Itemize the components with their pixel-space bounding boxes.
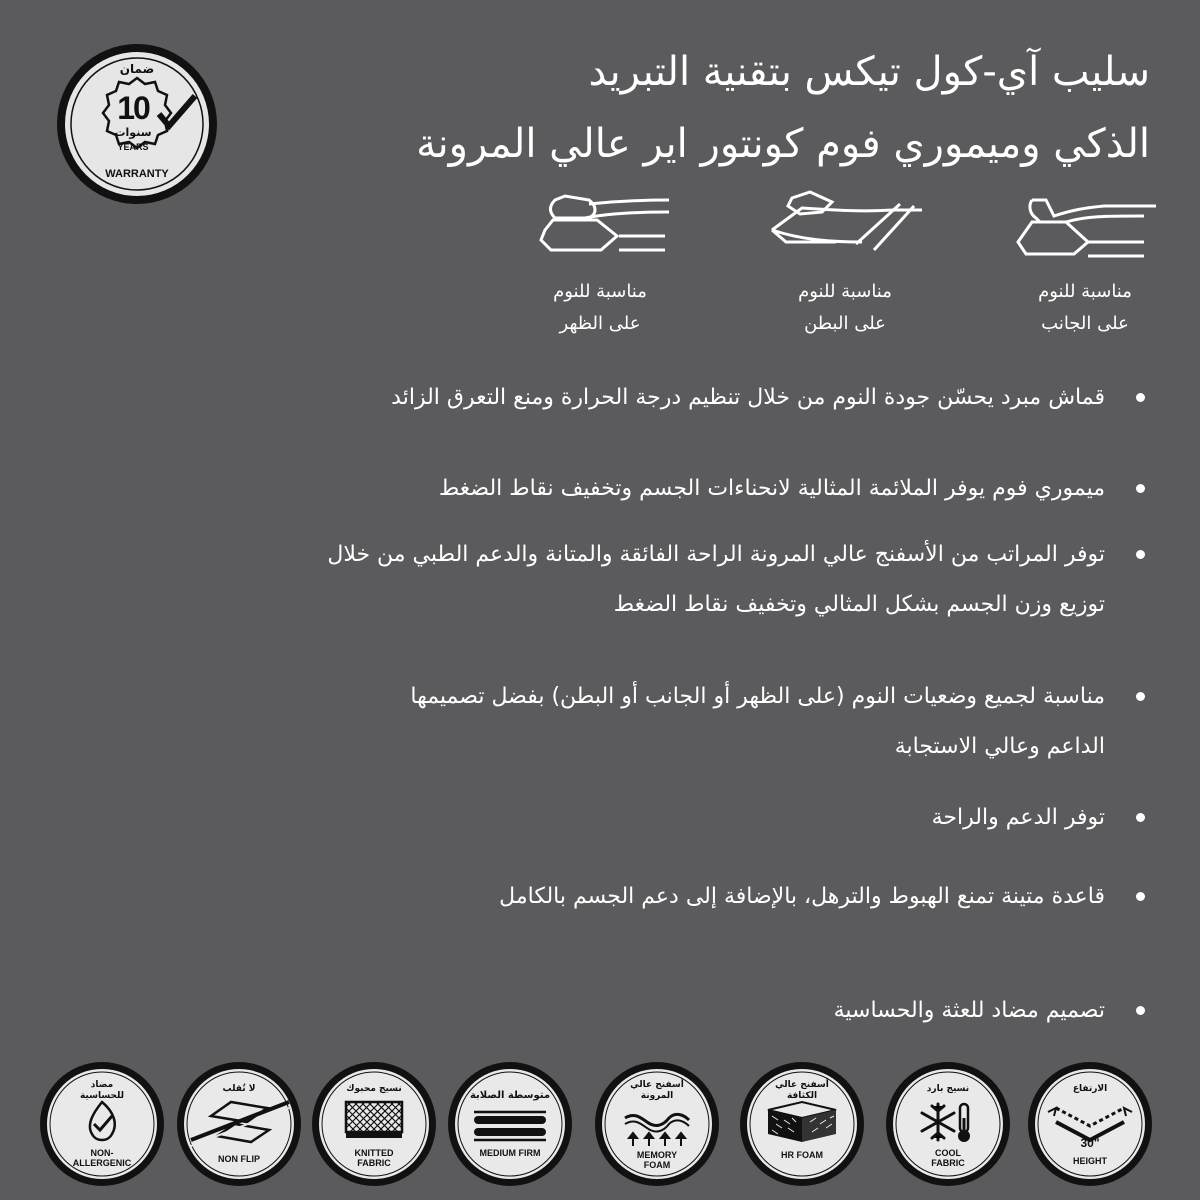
badge-ar-label: مضاد للحساسية [79, 1080, 125, 1101]
badge-en-line1: COOL [935, 1148, 961, 1158]
back-sleeper-icon [525, 190, 675, 262]
badge-en-label [595, 1150, 719, 1170]
list-item-text: توفر الدعم والراحة [931, 805, 1105, 830]
no-flip-icon [177, 1062, 301, 1186]
position-stomach [755, 190, 935, 340]
badge-non-flip [177, 1062, 301, 1186]
badge-en-line1: MEMORY [636, 1150, 678, 1160]
list-item [225, 530, 1105, 630]
badge-en-line2: FABRIC [357, 1158, 391, 1168]
position-side-line1: مناسبة للنوم [1038, 281, 1132, 302]
warranty-label: WARRANTY [105, 168, 169, 180]
badge-en-line1: KNITTED [354, 1148, 394, 1158]
list-item-text: قماش مبرد يحسّن جودة النوم من خلال تنظيم درجة الحرارة ومنع التعرق الزائد [391, 385, 1105, 410]
badge-ar-label: متوسطة الصلابة [469, 1090, 551, 1101]
badge-ar-label: لا تُقلب [222, 1084, 256, 1094]
page-title [390, 36, 1150, 180]
warranty-number: 10 [117, 90, 149, 126]
list-item [225, 672, 1105, 772]
bullet-dot [1136, 484, 1145, 493]
position-back-line1: مناسبة للنوم [553, 281, 647, 302]
badge-en-label [177, 1154, 301, 1164]
badge-en-label [1028, 1138, 1152, 1166]
badge-en-line1: NON- [90, 1148, 114, 1158]
badge-medium-firm [448, 1062, 572, 1186]
badge-non-allergenic [40, 1062, 164, 1186]
list-item-text: ميموري فوم يوفر الملائمة المثالية لانحناءات الجسم وتخفيف نقاط الضغط [438, 476, 1105, 501]
badge-en-line2: HR FOAM [781, 1150, 823, 1160]
title-line-2: الذكي وميموري فوم كونتور اير عالي المرونة [416, 121, 1150, 167]
position-back [510, 190, 690, 340]
badge-ar-label: أسفنج عالي المرونة [630, 1080, 684, 1101]
list-item-text: توفر المراتب من الأسفنج عالي المرونة الراحة الفائقة والمتانة والدعم الطبي من خلال [327, 542, 1105, 567]
badge-ar-label: نسيج بارد [926, 1084, 970, 1094]
badge-en-label [448, 1148, 572, 1158]
badge-ar-label: أسفنج عالي الكثافة [775, 1080, 829, 1101]
list-item-text: تصميم مضاد للعثة والحساسية [833, 998, 1105, 1023]
position-back-line2: على الظهر [559, 313, 641, 334]
badge-knitted-fabric [312, 1062, 436, 1186]
bullet-dot [1136, 1006, 1145, 1015]
bullet-dot [1136, 692, 1145, 701]
position-side [995, 190, 1175, 340]
badge-memory-foam [595, 1062, 719, 1186]
badge-hr-foam [740, 1062, 864, 1186]
bullet-dot [1136, 892, 1145, 901]
medium-firm-icon [448, 1062, 572, 1186]
warranty-years-en: YEARS [117, 142, 149, 152]
badge-en-label [740, 1150, 864, 1160]
badge-en-line2: FABRIC [931, 1158, 965, 1168]
position-side-line2: على الجانب [1041, 313, 1129, 334]
title-line-1: سليب آي-كول تيكس بتقنية التبريد [588, 49, 1150, 95]
bullet-dot [1136, 550, 1145, 559]
list-item [225, 464, 1105, 514]
height-icon [1028, 1062, 1152, 1186]
badge-ar-label: الارتفاع [1072, 1084, 1108, 1094]
stomach-sleeper-icon [760, 190, 930, 262]
list-item [225, 373, 1105, 423]
badge-cool-fabric [886, 1062, 1010, 1186]
list-item-text-2: توزيع وزن الجسم بشكل المثالي وتخفيف نقاط الضغط [613, 592, 1105, 617]
list-item [225, 793, 1105, 843]
badge-en-line2: HEIGHT [1072, 1156, 1107, 1166]
position-stomach-line1: مناسبة للنوم [798, 281, 892, 302]
badge-en-line2: MEDIUM FIRM [479, 1148, 541, 1158]
badge-ar-label: نسيج محبوك [346, 1084, 402, 1094]
badge-en-line2: FOAM [643, 1160, 671, 1170]
list-item-text: مناسبة لجميع وضعيات النوم (على الظهر أو الجانب أو البطن) بفضل تصميمها [410, 684, 1105, 709]
badge-en-label [886, 1148, 1010, 1168]
list-item [225, 872, 1105, 922]
bullet-dot [1136, 813, 1145, 822]
bullet-dot [1136, 393, 1145, 402]
position-stomach-line2: على البطن [804, 313, 886, 334]
list-item-text-2: الداعم وعالي الاستجابة [894, 734, 1105, 759]
badge-en-label [40, 1148, 164, 1168]
badge-en-line1: 30" [1080, 1136, 1100, 1150]
warranty-years-ar: سنوات [114, 126, 152, 139]
badge-en-label [312, 1148, 436, 1168]
side-sleeper-icon [1010, 190, 1160, 262]
warranty-ar: ضمان [119, 62, 155, 76]
warranty-badge [55, 42, 219, 206]
badge-height [1028, 1062, 1152, 1186]
badge-en-line2: NON FLIP [218, 1154, 260, 1164]
badge-en-line2: ALLERGENIC [72, 1158, 132, 1168]
feature-badges [40, 1062, 1160, 1192]
list-item [225, 986, 1105, 1036]
list-item-text: قاعدة متينة تمنع الهبوط والترهل، بالإضافة إلى دعم الجسم بالكامل [499, 884, 1105, 909]
